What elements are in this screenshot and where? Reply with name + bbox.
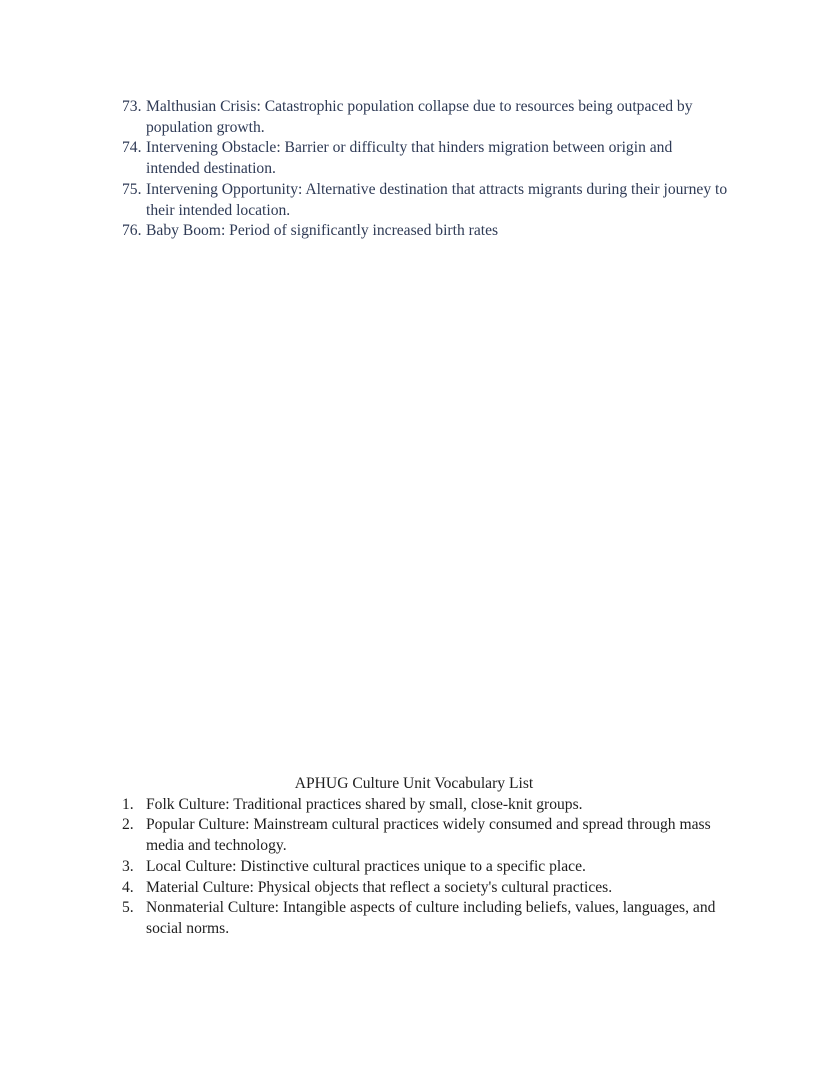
list-item-text: Local Culture: Distinctive cultural practices unique to a specific place. (146, 857, 586, 875)
list-item (122, 180, 728, 221)
list-item (122, 878, 728, 899)
list-item-number: 74. (122, 139, 142, 157)
list-item-number: 76. (122, 222, 142, 240)
list-item-number: 1. (122, 795, 134, 813)
list-item-number: 3. (122, 857, 134, 875)
list-item-text: Malthusian Crisis: Catastrophic population collapse due to resources being outpaced by population growth. (146, 98, 693, 136)
population-vocabulary-list (122, 97, 728, 242)
list-item-number: 2. (122, 816, 134, 834)
list-item-number: 5. (122, 899, 134, 917)
culture-vocabulary-list (122, 795, 728, 940)
section-title: APHUG Culture Unit Vocabulary List (294, 775, 534, 792)
list-item (122, 815, 728, 856)
list-item-number: 73. (122, 98, 142, 115)
list-item-text: Baby Boom: Period of significantly increased birth rates (146, 222, 499, 240)
list-item-number: 4. (122, 878, 134, 896)
list-item (122, 138, 728, 179)
list-item-text: Folk Culture: Traditional practices shared by small, close-knit groups. (146, 795, 583, 813)
list-item-text: Intervening Opportunity: Alternative destination that attracts migrants during their journey to their intended location. (146, 180, 728, 219)
list-item-text: Intervening Obstacle: Barrier or difficulty that hinders migration between origin and intended destination. (146, 139, 673, 178)
list-item-number: 75. (122, 180, 142, 198)
list-item-text: Material Culture: Physical objects that reflect a society's cultural practices. (146, 878, 613, 896)
list-item-text: Popular Culture: Mainstream cultural practices widely consumed and spread through mass media and technology. (146, 816, 711, 855)
list-item (122, 898, 728, 939)
list-item (122, 795, 728, 816)
list-item (122, 857, 728, 878)
list-item (122, 97, 728, 138)
culture-vocabulary-section (0, 774, 828, 940)
list-item (122, 221, 728, 242)
list-item-text: Nonmaterial Culture: Intangible aspects of culture including beliefs, values, languages, and social norms. (146, 899, 716, 937)
